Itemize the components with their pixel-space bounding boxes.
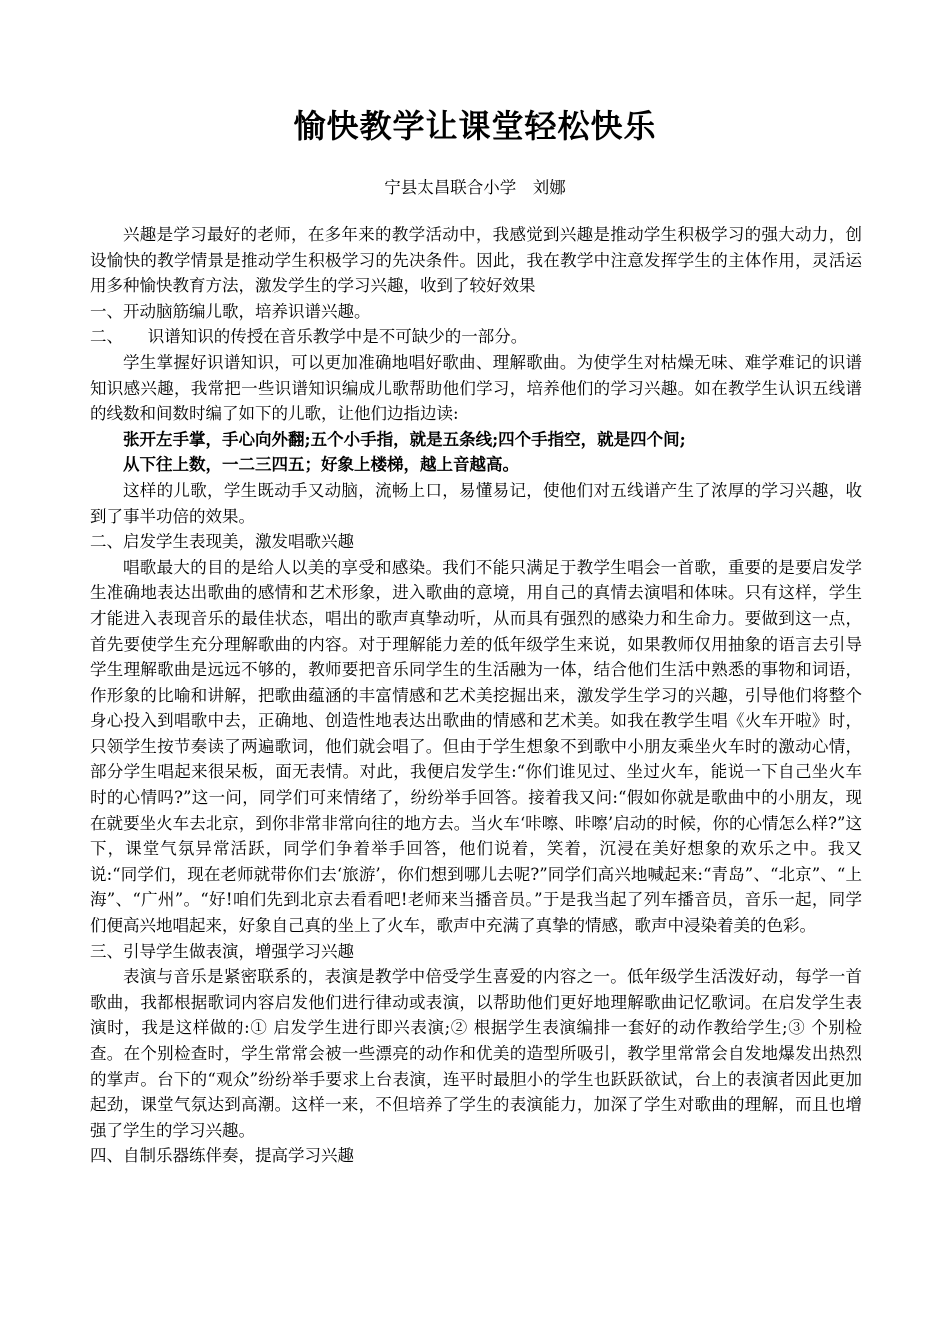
rhyme-line-1: 张开左手掌，手心向外翻;五个小手指，就是五条线;四个手指空，就是四个间; (123, 429, 686, 449)
section-heading-1: 一、开动脑筋编儿歌，培养识谱兴趣。 (90, 301, 371, 321)
document-body (90, 222, 862, 1169)
paragraph-intro: 兴趣是学习最好的老师，在多年来的教学活动中，我感觉到兴趣是推动学生积极学习的强大动力，创设愉快的教学情景是推动学生积极学习的先决条件。因此，我在教学中注意发挥学生的主体作用，灵活运用多种愉快教育方法，激发学生的学习兴趣，收到了较好效果 (90, 225, 862, 296)
paragraph-rhyme-effect: 这样的儿歌，学生既动手又动脑，流畅上口，易懂易记，使他们对五线谱产生了浓厚的学习兴趣，收到了事半功倍的效果。 (90, 480, 862, 526)
section-heading-3: 三、引导学生做表演，增强学习兴趣 (90, 941, 354, 961)
section-heading-2a: 二、 识谱知识的传授在音乐教学中是不可缺少的一部分。 (90, 327, 528, 347)
section-heading-2: 二、启发学生表现美，激发唱歌兴趣 (90, 532, 354, 552)
paragraph-notation: 学生掌握好识谱知识，可以更加准确地唱好歌曲、理解歌曲。为使学生对枯燥无味、难学难记的识谱知识感兴趣，我常把一些识谱知识编成儿歌帮助他们学习，培养他们的学习兴趣。如在教学生认识五线谱的线数和间数时编了如下的儿歌，让他们边指边读: (90, 352, 862, 424)
rhyme-line-2: 从下往上数，一二三四五；好象上楼梯，越上音越高。 (123, 455, 519, 475)
document-author: 宁县太昌联合小学 刘娜 (384, 178, 566, 197)
document-title: 愉快教学让课堂轻松快乐 (293, 107, 657, 145)
paragraph-performance: 表演与音乐是紧密联系的，表演是教学中倍受学生喜爱的内容之一。低年级学生活泼好动，每学一首歌曲，我都根据歌词内容启发他们进行律动或表演，以帮助他们更好地理解歌曲记忆歌词。在启发学生表演时，我是这样做的:① 启发学生进行即兴表演;② 根据学生表演编排一套好的动作教给学生;③ 个别检查。在个别检查时，学生常常会被一些漂亮的动作和优美的造型所吸引，教学里常常会自发地爆发出热烈的掌声。台下的“观众”纷纷举手要求上台表演，连平时最胆小的学生也跃跃欲试，台上的表演者因此更加起劲，课堂气氛达到高潮。这样一来，不但培养了学生的表演能力，加深了学生对歌曲的理解，而且也增强了学生的学习兴趣。 (90, 967, 862, 1140)
paragraph-singing: 唱歌最大的目的是给人以美的享受和感染。我们不能只满足于教学生唱会一首歌，重要的是要启发学生准确地表达出歌曲的感情和艺术形象，进入歌曲的意境，用自己的真情去演唱和体味。只有这样，学生才能进入表现音乐的最佳状态，唱出的歌声真挚动听，从而具有强烈的感染力和生命力。要做到这一点，首先要使学生充分理解歌曲的内容。对于理解能力差的低年级学生来说，如果教师仅用抽象的语言去引导学生理解歌曲是远远不够的，教师要把音乐同学生的生活融为一体，结合他们生活中熟悉的事物和词语，作形象的比喻和讲解，把歌曲蕴涵的丰富情感和艺术美挖掘出来，激发学生学习的兴趣，引导他们将整个身心投入到唱歌中去，正确地、创造性地表达出歌曲的情感和艺术美。如我在教学生唱《火车开啦》时，只领学生按节奏读了两遍歌词，他们就会唱了。但由于学生想象不到歌中小朋友乘坐火车时的激动心情，部分学生唱起来很呆板，面无表情。对此，我便启发学生:“你们谁见过、坐过火车，能说一下自己坐火车时的心情吗?”这一问，同学们可来情绪了，纷纷举手回答。接着我又问:“假如你就是歌曲中的小朋友，现在就要坐火车去北京，到你非常非常向往的地方去。当火车‘咔嚓、咔嚓’启动的时候，你的心情怎么样?”这下，课堂气氛异常活跃，同学们争着举手回答，他们说着，笑着，沉浸在美好想象的欢乐之中。我又说:“同学们，现在老师就带你们去‘旅游’，你们想到哪儿去呢?”同学们高兴地喊起来:“青岛”、“北京”、“上海”、“广州”。“好!咱们先到北京去看看吧!老师来当播音员。”于是我当起了列车播音员，音乐一起，同学们便高兴地唱起来，好象自己真的坐上了火车，歌声中充满了真挚的情感，歌声中浸染着美的色彩。 (90, 557, 862, 936)
section-heading-4: 四、自制乐器练伴奏，提高学习兴趣 (90, 1146, 354, 1166)
